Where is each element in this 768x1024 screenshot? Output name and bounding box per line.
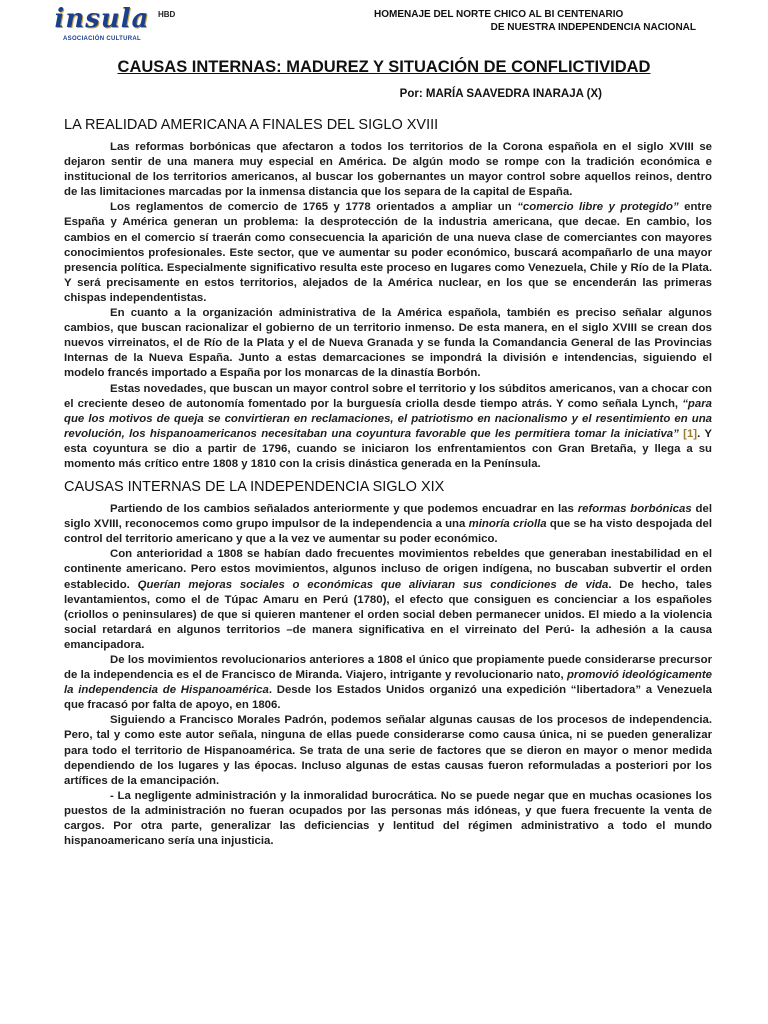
- document-body: [64, 116, 712, 849]
- emphasis: Querían mejoras sociales o económicas que aliviaran sus condiciones de vida: [137, 578, 609, 591]
- document-title: CAUSAS INTERNAS: MADUREZ Y SITUACIÓN DE CONFLICTIVIDAD: [117, 58, 651, 76]
- emphasis: reformas borbónicas: [577, 503, 692, 516]
- emphasis: promovió ideológicamente la independencia de Hispanoamérica: [64, 669, 713, 697]
- header-line-2: DE NUESTRA INDEPENDENCIA NACIONAL: [490, 22, 696, 33]
- paragraph: Partiendo de los cambios señalados anteriormente y que podemos encuadrar en las reformas borbónicas del siglo XVIII, reconocemos como grupo impulsor de la independencia a una minoría criolla que se ha visto despojada del control del territorio americano y que a la vez ve aumentar su poder económico.: [64, 503, 712, 546]
- paragraph: De los movimientos revolucionarios anteriores a 1808 el único que propiamente puede considerarse precursor de la independencia es el de Francisco de Miranda. Viajero, intrigante y revolucionario nato, promovió ideológicamente la independencia de Hispanoamérica. Desde los Estados Unidos organizó una expedición “libertadora” a Venezuela que fracasó por falta de apoyo, en 1806.: [64, 654, 713, 712]
- paragraph: Las reformas borbónicas que afectaron a todos los territorios de la Corona española en el siglo XVIII se dejaron sentir de una manera muy especial en América. De algún modo se rompe con la tradición económica e institucional de los territorios americanos, al buscar los gobernantes un mayor control sobre aquellos reinos, dentro de las limitaciones marcadas por la inmensa distancia que los separa de la capital de España.: [64, 141, 712, 199]
- paragraph: Los reglamentos de comercio de 1765 y 1778 orientados a ampliar un “comercio libre y protegido” entre España y América generan un problema: la desprotección de la industria americana, que decae. En cambio, los cambios en el comercio sí traerán como consecuencia la aparición de una nueva clase de comerciantes con mayores conocimientos profesionales. Este sector, que ve aumentar su poder económico, buscará acompañarlo de una mayor presencia política. Especialmente significativo resulta este proceso en lugares como Venezuela, Chile y Río de la Plata. Y será precisamente en estos territorios, alejados de la América nuclear, en los que se encenderán las primeras chispas independentistas.: [64, 201, 712, 304]
- paragraph: Estas novedades, que buscan un mayor control sobre el territorio y los súbditos americanos, van a chocar con el creciente deseo de autonomía fomentado por la burguesía criolla desde tiempo atrás. Y como señala Lynch, “para que los motivos de queja se convirtieran en reclamaciones, el patriotismo en nacionalismo y el resentimiento en una revolución, los hispanoamericanos necesitaban una coyuntura favorable que les permitiera tomar la iniciativa” [1]. Y esta coyuntura se dio a partir de 1796, cuando se iniciaron los enfrentamientos con Gran Bretaña, y llega a su momento más crítico entre 1808 y 1810 con la crisis dinástica generada en la Península.: [64, 382, 712, 470]
- emphasis: “comercio libre y protegido”: [517, 201, 679, 214]
- logo-subtitle: ASOCIACIÓN CULTURAL: [63, 36, 141, 42]
- author-line: Por: MARÍA SAAVEDRA INARAJA (X): [399, 88, 602, 100]
- paragraph: Con anterioridad a 1808 se habían dado frecuentes movimientos rebeldes que generaban inestabilidad en el continente americano. Pero estos movimientos, algunos incluso de origen indígena, no buscaban subvertir el orden establecido. Querían mejoras sociales o económicas que aliviaran sus condiciones de vida. De hecho, tales levantamientos, como el de Túpac Amaru en Perú (1780), el efecto que consiguen es concienciar a los españoles (criollos o peninsulares) de que si quieren mantener el orden social deben permanecer unidos. El miedo a la violencia social retardará en algunos territorios –de manera significativa en el virreinato del Perú- la adhesión a la causa emancipadora.: [64, 548, 712, 651]
- logo-side-mark: HBD: [158, 10, 176, 19]
- quote-lynch: “para que los motivos de queja se convirtieran en reclamaciones, el patriotismo en nacionalismo y el resentimiento en una revolución, los hispanoamericanos necesitaban una coyuntura favorable que les permitiera tomar la iniciativa”: [64, 397, 712, 440]
- logo-text: insula: [54, 4, 150, 34]
- footnote-ref-1[interactable]: [1]: [683, 427, 698, 440]
- insula-logo: [46, 4, 176, 48]
- paragraph: En cuanto a la organización administrativa de la América española, también es preciso señalar algunos cambios, que buscan racionalizar el gobierno de un territorio inmenso. De esta manera, en el siglo XVIII se crean dos nuevos virreinatos, el de Río de la Plata y el de Nueva Granada y se funda la Comandancia General de las Provincias Internas de la Nueva España. Junto a estas demarcaciones se impondrá la división e intendencias, siguiendo el modelo francés importado a España por los monarcas de la dinastía Borbón.: [64, 307, 712, 380]
- paragraph: Siguiendo a Francisco Morales Padrón, podemos señalar algunas causas de los procesos de independencia. Pero, tal y como este autor señala, ninguna de ellas puede considerarse como causa única, ni se pueden generalizar para todo el territorio de Hispanoamérica. Se trata de una serie de factores que se dieron en mayor o menor medida dependiendo de los lugares y las épocas. Incluso algunas de estas causas fueron reformuladas a posteriori por los artífices de la emancipación.: [64, 714, 712, 787]
- section-heading-1: LA REALIDAD AMERICANA A FINALES DEL SIGLO XVIII: [64, 117, 439, 133]
- list-paragraph: - La negligente administración y la inmoralidad burocrática. No se puede negar que en muchas ocasiones los puestos de la administración no fueran ocupados por las personas más idóneas, y que fuera frecuente la venta de cargos. Por otra parte, generalizar las deficiencias y lentitud del régimen administrativo a todo el mundo hispanoamericano sería una injusticia.: [64, 789, 712, 848]
- page-header: [336, 8, 696, 34]
- header-line-1: HOMENAJE DEL NORTE CHICO AL BI CENTENARIO: [374, 9, 624, 20]
- emphasis: minoría criolla: [468, 518, 547, 531]
- section-heading-2: CAUSAS INTERNAS DE LA INDEPENDENCIA SIGLO XIX: [64, 479, 445, 496]
